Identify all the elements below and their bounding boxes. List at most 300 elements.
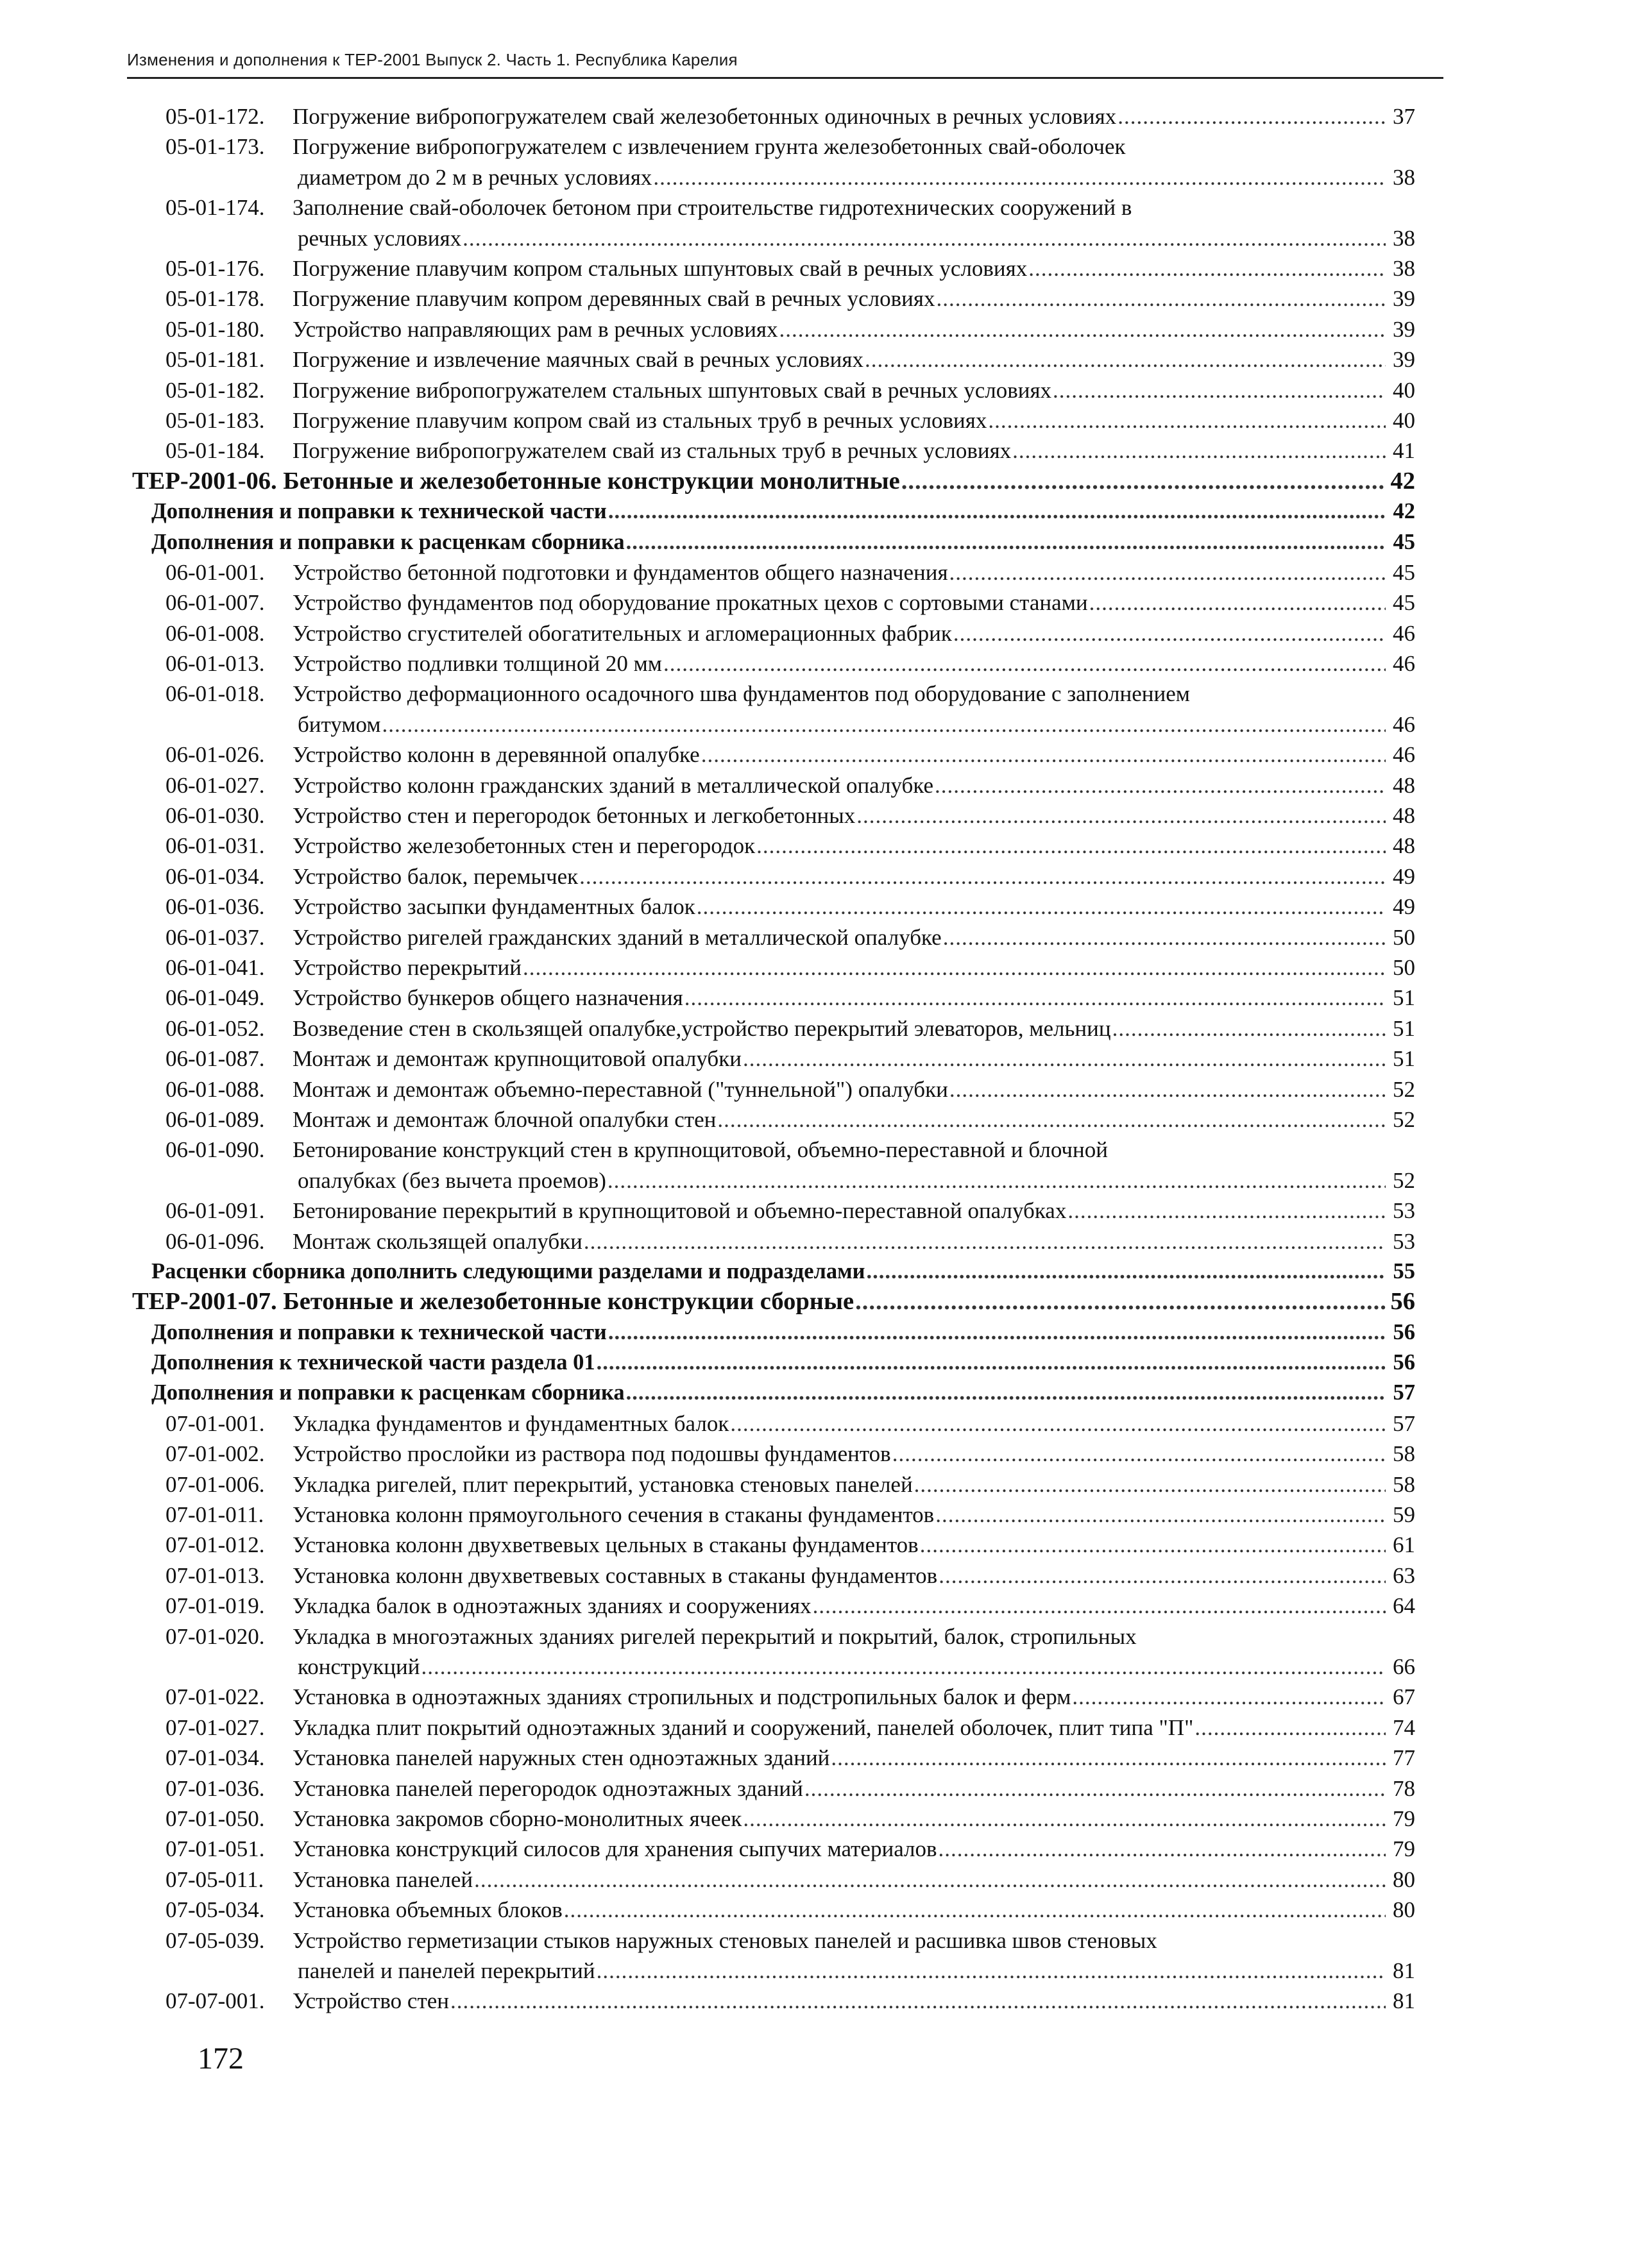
dot-leader [653,162,1386,192]
toc-entry-title: Погружение вибропогружателем с извлечением грунта железобетонных свай-оболочек [293,134,1126,160]
dot-leader [920,1530,1386,1560]
toc-section-heading [132,1378,1415,1408]
toc-entry [132,679,1415,740]
toc-page-number: 55 [1393,1258,1415,1283]
toc-entry [132,892,1415,922]
toc-entry-code: 06-01-041. [166,954,265,980]
toc-title-block [293,1439,1415,1469]
toc-entry-title: Устройство стен и перегородок бетонных и легкобетонных [293,803,856,829]
toc-entry-code: 06-01-088. [166,1076,265,1102]
toc-entry-code: 07-01-034. [166,1745,265,1771]
toc-page-number: 52 [1393,1076,1415,1102]
toc-title-block [293,375,1415,405]
toc-entry-line [293,1104,1415,1135]
toc-entry-title: Монтаж и демонтаж объемно-переставной ("туннельной") опалубки [293,1076,948,1102]
toc-page-number: 57 [1393,1410,1415,1436]
toc-entry-code: 06-01-089. [166,1106,265,1132]
dot-leader [450,1986,1386,2016]
toc-entry-line [293,1500,1415,1530]
toc-entry [132,1074,1415,1104]
toc-page-number: 53 [1393,1198,1415,1224]
toc-entry-code: 07-01-006. [166,1471,265,1497]
toc-entry-title: Установка конструкций силосов для хранения сыпучих материалов [293,1836,937,1862]
toc-entry-title: Устройство направляющих рам в речных условиях [293,316,778,342]
toc-entry-title: Установка объемных блоков [293,1897,563,1923]
toc-page-number: 50 [1393,924,1415,950]
toc-title-block [293,740,1415,770]
toc-entry-code: 06-01-013. [166,651,265,677]
toc-entry-line [151,1257,1415,1287]
toc-entry-line [151,1317,1415,1348]
toc-entry-line [293,1013,1415,1044]
toc-entry [132,983,1415,1013]
toc-entry-line [293,101,1415,131]
dot-leader [939,1834,1386,1864]
header-rule [127,77,1443,79]
toc-page-number: 42 [1390,467,1415,495]
toc-entry-title: Устройство фундаментов под оборудование прокатных цехов с сортовыми станами [293,590,1088,616]
toc-entry-line [293,405,1415,436]
toc-page-number: 46 [1393,711,1415,737]
toc-entry-line [293,1074,1415,1104]
toc-entry-title: Заполнение свай-оболочек бетоном при строительстве гидротехнических сооружений в [293,195,1132,221]
toc-title-block [293,557,1415,588]
dot-leader [382,709,1386,740]
toc-title-block [293,1713,1415,1743]
toc-page-number: 49 [1393,863,1415,889]
dot-leader [608,1317,1386,1348]
dot-leader [943,922,1386,952]
toc-entry-line [298,223,1415,253]
toc-title-block [293,1682,1415,1712]
toc-title-block [293,1834,1415,1864]
dot-leader [717,1104,1386,1135]
toc-title-block [293,770,1415,800]
dot-leader [730,1409,1386,1439]
dot-leader [901,466,1386,496]
toc-entry-code: 07-01-050. [166,1806,265,1831]
toc-entry-code: 06-01-091. [166,1198,265,1224]
toc-entry-code: 06-01-031. [166,833,265,859]
toc-entry-title: Установка панелей [293,1866,473,1892]
toc-page-number: 80 [1393,1866,1415,1892]
toc-title-block [293,1743,1415,1773]
toc-entry [132,405,1415,436]
toc-entry-title: Устройство подливки толщиной 20 мм [293,651,662,677]
toc-entry-line [293,284,1415,314]
toc-entry-title: Установка в одноэтажных зданиях стропильных и подстропильных балок и ферм [293,1684,1071,1710]
toc-entry [132,1865,1415,1895]
toc-title-block [293,1865,1415,1895]
toc-entry-line [293,557,1415,588]
toc-entry-title: Устройство колонн гражданских зданий в металлической опалубке [293,772,934,798]
toc-entry [132,131,1415,192]
toc-entry [132,1713,1415,1743]
toc-entry-line [293,1561,1415,1591]
toc-page-number: 74 [1393,1714,1415,1740]
dot-leader [855,1287,1386,1317]
toc-entry [132,344,1415,375]
dot-leader [564,1895,1386,1925]
dot-leader [949,557,1386,588]
toc-entry-title: Установка колонн двухветвевых составных в стаканы фундаментов [293,1562,938,1588]
toc-entry-code: 07-01-011. [166,1502,264,1528]
toc-entry-title: Погружение плавучим копром свай из стальных труб в речных условиях [293,407,987,433]
toc-entry-title: Устройство деформационного осадочного шва фундаментов под оборудование с заполнением [293,681,1190,707]
toc-title-block [293,1469,1415,1500]
toc-entry-code: 07-01-001. [166,1410,265,1436]
toc-entry-code: 07-05-039. [166,1927,265,1953]
toc-entry-line [132,1287,1415,1317]
toc-entry-title: Установка панелей перегородок одноэтажных зданий [293,1775,803,1801]
toc-page-number: 51 [1393,985,1415,1011]
toc-entry-line [293,800,1415,831]
dot-leader [597,1956,1386,1986]
toc-page-number: 42 [1393,499,1415,524]
toc-page-number: 41 [1393,438,1415,464]
toc-page-number: 56 [1390,1288,1415,1316]
toc-page-number: 78 [1393,1775,1415,1801]
toc-entry-line [293,770,1415,800]
toc-page-number: 45 [1393,590,1415,616]
dot-leader [608,496,1386,527]
toc-entry [132,1104,1415,1135]
toc-entry-title: Устройство бункеров общего назначения [293,985,683,1011]
dot-leader [584,1226,1386,1257]
toc-entry [132,1925,1415,1986]
toc-entry [132,1530,1415,1560]
toc-entry-title: Укладка в многоэтажных зданиях ригелей перекрытий и покрытий, балок, стропильных [293,1623,1137,1649]
toc-entry [132,740,1415,770]
toc-section-heading [132,527,1415,557]
toc-entry-line [293,861,1415,892]
toc-entry [132,1044,1415,1074]
toc-entry-code: 07-01-013. [166,1562,265,1588]
toc-page-number: 48 [1393,772,1415,798]
toc-page-number: 39 [1393,286,1415,312]
toc-title-block [293,648,1415,679]
toc-title-block [293,861,1415,892]
toc-entry [132,1834,1415,1864]
toc-title-block [151,496,1415,527]
dot-leader [804,1773,1386,1804]
toc-entry-title: Монтаж и демонтаж крупнощитовой опалубки [293,1046,742,1072]
toc-title-block [293,314,1415,344]
toc-page-number: 56 [1393,1319,1415,1344]
dot-leader [579,861,1386,892]
dot-leader [813,1591,1386,1621]
toc-title-block [293,1013,1415,1044]
toc-title-block [293,952,1415,983]
toc-title-block [293,1409,1415,1439]
toc-entry-title: Возведение стен в скользящей опалубке,устройство перекрытий элеваторов, мельниц [293,1015,1111,1041]
toc-entry-code: 07-05-034. [166,1897,265,1923]
dot-leader [463,223,1386,253]
toc-entry [132,436,1415,466]
toc-entry-title: Устройство железобетонных стен и перегородок [293,833,756,859]
toc-page-number: 63 [1393,1562,1415,1588]
dot-leader [935,770,1386,800]
toc-entry-title: Дополнения и поправки к технической части [151,1319,607,1344]
dot-leader [474,1865,1386,1895]
toc-entry-line [151,527,1415,557]
toc-chapter-heading [132,1287,1415,1317]
toc-page-number: 64 [1393,1593,1415,1619]
toc-section-heading [132,496,1415,527]
toc-title-block [132,466,1415,496]
toc-entry-code: 05-01-184. [166,438,265,464]
toc-page-number: 48 [1393,833,1415,859]
toc-entry-line [293,253,1415,284]
toc-entry [132,284,1415,314]
toc-entry-title-continued: диаметром до 2 м в речных условиях [298,164,652,190]
toc-page-number: 52 [1393,1167,1415,1193]
toc-entry-line [298,1956,1415,1986]
table-of-contents [132,101,1415,2017]
toc-entry-title: Укладка балок в одноэтажных зданиях и сооружениях [293,1593,812,1619]
toc-entry-title: Устройство стен [293,1988,450,2014]
toc-title-block [293,892,1415,922]
toc-page-number: 81 [1393,1988,1415,2014]
toc-title-block [293,679,1415,740]
toc-title-block [293,436,1415,466]
toc-entry-code: 05-01-176. [166,255,265,281]
toc-page-number: 46 [1393,651,1415,677]
toc-entry-title: Укладка плит покрытий одноэтажных зданий и сооружений, панелей оболочек, плит типа "П" [293,1714,1194,1740]
toc-entry [132,588,1415,618]
toc-entry-line [293,344,1415,375]
toc-page-number: 50 [1393,954,1415,980]
toc-entry-line [151,496,1415,527]
toc-entry [132,1013,1415,1044]
toc-title-block [132,1287,1415,1317]
toc-entry-title: Установка колонн прямоугольного сечения в стаканы фундаментов [293,1502,935,1528]
toc-entry-code: 05-01-182. [166,377,265,403]
toc-entry [132,1469,1415,1500]
dot-leader [597,1348,1386,1378]
toc-page-number: 80 [1393,1897,1415,1923]
running-header: Изменения и дополнения к ТЕР-2001 Выпуск 2. Часть 1. Республика Карелия [127,50,738,69]
toc-entry-line [293,1804,1415,1834]
toc-entry-code: 07-01-022. [166,1684,265,1710]
toc-page-number: 38 [1393,164,1415,190]
toc-entry-code: 05-01-181. [166,347,265,373]
toc-entry-code: 06-01-034. [166,863,265,889]
page-number: 172 [198,2042,244,2076]
toc-title-block [293,1226,1415,1257]
dot-leader [935,1500,1386,1530]
toc-page-number: 79 [1393,1836,1415,1862]
toc-title-block [293,1196,1415,1226]
toc-entry [132,861,1415,892]
toc-page-number: 59 [1393,1502,1415,1528]
toc-entry-line [293,648,1415,679]
toc-entry [132,952,1415,983]
toc-entry-code: 06-01-027. [166,772,265,798]
dot-leader [626,527,1386,557]
dot-leader [701,740,1386,770]
toc-page-number: 51 [1393,1046,1415,1072]
toc-entry-line [293,618,1415,648]
toc-entry-line [293,1986,1415,2016]
toc-page-number: 48 [1393,803,1415,829]
toc-entry-code: 07-01-051. [166,1836,265,1862]
dot-leader [697,892,1386,922]
toc-entry [132,192,1415,253]
toc-entry-line [132,466,1415,496]
toc-entry-line [293,1591,1415,1621]
toc-entry-code: 07-01-002. [166,1441,265,1467]
dot-leader [743,1804,1386,1834]
dot-leader [953,618,1386,648]
toc-entry-title: Дополнения и поправки к технической части [151,499,607,524]
toc-entry-title: Бетонирование конструкций стен в крупнощитовой, объемно-переставной и блочной [293,1137,1108,1163]
toc-entry-title: ТЕР-2001-07. Бетонные и железобетонные конструкции сборные [132,1288,854,1316]
dot-leader [856,800,1386,831]
dot-leader [1067,1196,1386,1226]
toc-entry [132,648,1415,679]
toc-entry-title: Дополнения и поправки к расценкам сборника [151,529,625,554]
toc-title-block [293,1621,1415,1682]
dot-leader [779,314,1386,344]
toc-entry-line [293,1439,1415,1469]
toc-entry-line [293,1469,1415,1500]
toc-entry [132,1196,1415,1226]
toc-entry-code: 07-01-019. [166,1593,265,1619]
toc-entry-line [293,740,1415,770]
toc-entry-title-continued: конструкций [298,1654,420,1679]
toc-entry-title-continued: речных условиях [298,225,462,251]
dot-leader [892,1439,1386,1469]
toc-entry-code: 06-01-030. [166,803,265,829]
toc-entry-title: Устройство колонн в деревянной опалубке [293,742,700,768]
toc-entry-line [293,831,1415,861]
toc-entry-line [293,1530,1415,1560]
toc-title-block [151,1257,1415,1287]
dot-leader [831,1743,1386,1773]
toc-entry [132,1895,1415,1925]
toc-entry-code: 06-01-007. [166,590,265,616]
toc-entry-code: 06-01-018. [166,681,265,707]
dot-leader [1112,1013,1386,1044]
toc-entry [132,922,1415,952]
toc-entry [132,253,1415,284]
toc-entry-title: Установка колонн двухветвевых цельных в стаканы фундаментов [293,1532,919,1558]
toc-entry-code: 05-01-174. [166,195,265,221]
toc-entry [132,1226,1415,1257]
toc-title-block [293,1561,1415,1591]
toc-entry-title-continued: битумом [298,711,381,737]
toc-title-block [293,1044,1415,1074]
toc-entry-code: 06-01-037. [166,924,265,950]
toc-page-number: 61 [1393,1532,1415,1558]
toc-title-block [293,405,1415,436]
toc-title-block [151,1348,1415,1378]
toc-entry-title: ТЕР-2001-06. Бетонные и железобетонные конструкции монолитные [132,467,900,495]
toc-entry [132,1773,1415,1804]
toc-entry-title: Укладка ригелей, плит перекрытий, установка стеновых панелей [293,1471,913,1497]
dot-leader [523,952,1386,983]
dot-leader [988,405,1386,436]
toc-entry-code: 06-01-049. [166,985,265,1011]
toc-entry-line [293,436,1415,466]
dot-leader [936,284,1386,314]
toc-title-block [293,131,1415,192]
toc-page-number: 51 [1393,1015,1415,1041]
toc-entry-line [293,1895,1415,1925]
toc-page-number: 46 [1393,742,1415,768]
dot-leader [1194,1713,1386,1743]
toc-title-block [293,983,1415,1013]
toc-entry-line [293,1865,1415,1895]
toc-entry-line [293,952,1415,983]
toc-page-number: 79 [1393,1806,1415,1831]
dot-leader [939,1561,1386,1591]
toc-entry [132,831,1415,861]
toc-entry-title: Устройство перекрытий [293,954,522,980]
toc-title-block [151,1378,1415,1408]
toc-page-number: 38 [1393,225,1415,251]
toc-entry [132,800,1415,831]
toc-entry-title: Дополнения к технической части раздела 01 [151,1350,595,1375]
toc-entry-title: Погружение вибропогружателем свай железобетонных одиночных в речных условиях [293,104,1117,129]
dot-leader [867,1257,1386,1287]
toc-title-block [293,1895,1415,1925]
toc-entry [132,314,1415,344]
toc-page-number: 37 [1393,104,1415,129]
toc-entry-line [293,588,1415,618]
toc-entry [132,1682,1415,1712]
dot-leader [1053,375,1386,405]
toc-title-block [293,1500,1415,1530]
toc-entry-title-continued: панелей и панелей перекрытий [298,1958,595,1983]
dot-leader [1118,101,1386,131]
toc-entry-line [293,314,1415,344]
toc-title-block [293,1591,1415,1621]
toc-entry [132,1500,1415,1530]
toc-entry-title: Установка панелей наружных стен одноэтажных зданий [293,1745,830,1771]
toc-title-block [293,1986,1415,2016]
toc-entry-title: Бетонирование перекрытий в крупнощитовой и объемно-переставной опалубках [293,1198,1067,1224]
toc-entry-code: 06-01-052. [166,1015,265,1041]
toc-title-block [293,831,1415,861]
dot-leader [1072,1682,1386,1712]
toc-page-number: 81 [1393,1958,1415,1983]
toc-entry-code: 07-01-027. [166,1714,265,1740]
toc-entry-line [293,983,1415,1013]
toc-title-block [293,1074,1415,1104]
toc-entry-line [293,1713,1415,1743]
toc-entry-line [298,1165,1415,1196]
toc-entry [132,1591,1415,1621]
toc-entry [132,1743,1415,1773]
toc-title-block [293,1104,1415,1135]
toc-entry-title: Устройство бетонной подготовки и фундаментов общего назначения [293,559,948,585]
toc-page-number: 39 [1393,316,1415,342]
toc-entry-line [298,1652,1415,1682]
toc-entry-title: Погружение и извлечение маячных свай в речных условиях [293,347,863,373]
toc-entry-code: 07-01-012. [166,1532,265,1558]
toc-entry-line [293,922,1415,952]
toc-entry-code: 06-01-087. [166,1046,265,1072]
toc-entry-line [293,1044,1415,1074]
toc-entry-line [298,162,1415,192]
toc-page-number: 38 [1393,255,1415,281]
toc-entry [132,770,1415,800]
toc-entry-line [293,1682,1415,1712]
toc-page-number: 56 [1393,1350,1415,1375]
dot-leader [1028,253,1386,284]
